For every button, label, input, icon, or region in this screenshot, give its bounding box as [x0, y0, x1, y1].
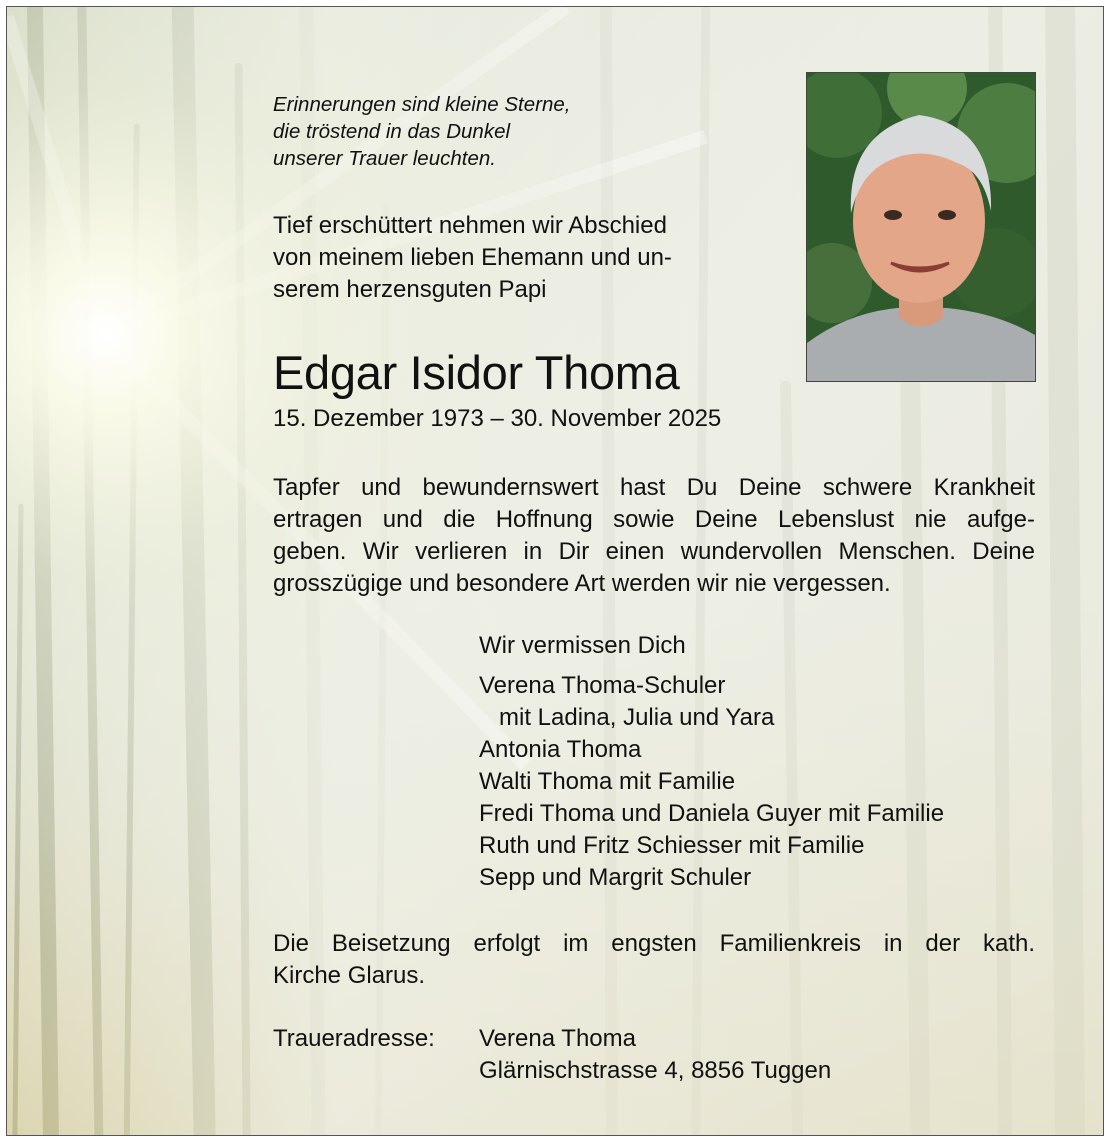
tribute-line: ertragen und die Hoffnung sowie Deine Lebenslust nie aufge- — [273, 506, 1035, 533]
mourner-entry: mit Ladina, Julia und Yara — [479, 704, 775, 731]
mourning-address — [479, 1023, 831, 1087]
memorial-quote — [273, 91, 570, 172]
life-dates: 15. Dezember 1973 – 30. November 2025 — [273, 405, 722, 432]
mourner-entry: Fredi Thoma und Daniela Guyer mit Familie — [479, 800, 945, 827]
tribute-text — [273, 472, 1035, 600]
intro-line: serem herzensguten Papi — [273, 276, 547, 303]
mourner-entry: Walti Thoma mit Familie — [479, 768, 736, 795]
portrait-photo — [806, 72, 1036, 382]
intro-line: von meinem lieben Ehemann und un- — [273, 244, 672, 271]
burial-line: Die Beisetzung erfolgt im engsten Familienkreis in der kath. — [273, 930, 1035, 957]
mourners-list — [479, 670, 944, 894]
obituary-notice — [6, 6, 1104, 1136]
address-line: Glärnischstrasse 4, 8856 Tuggen — [479, 1057, 832, 1084]
quote-line: Erinnerungen sind kleine Sterne, — [273, 93, 571, 116]
quote-line: die tröstend in das Dunkel — [273, 120, 511, 143]
mourner-entry: Ruth und Fritz Schiesser mit Familie — [479, 832, 865, 859]
deceased-name: Edgar Isidor Thoma — [273, 346, 680, 399]
mourner-entry: Verena Thoma-Schuler — [479, 672, 726, 699]
quote-line: unserer Trauer leuchten. — [273, 147, 496, 170]
miss-you-line: Wir vermissen Dich — [479, 632, 686, 659]
mourning-address-label: Traueradresse: — [273, 1025, 435, 1052]
address-line: Verena Thoma — [479, 1025, 636, 1052]
mourner-entry: Sepp und Margrit Schuler — [479, 864, 752, 891]
mourner-entry: Antonia Thoma — [479, 736, 642, 763]
tribute-line: grosszügige und besondere Art werden wir nie vergessen. — [273, 570, 891, 597]
tribute-line: geben. Wir verlieren in Dir einen wundervollen Menschen. Deine — [273, 538, 1035, 565]
burial-line: Kirche Glarus. — [273, 962, 426, 989]
intro-line: Tief erschüttert nehmen wir Abschied — [273, 212, 667, 239]
tribute-line: Tapfer und bewundernswert hast Du Deine schwere Krankheit — [273, 474, 1035, 501]
farewell-intro — [273, 210, 672, 306]
burial-notice — [273, 928, 1035, 992]
